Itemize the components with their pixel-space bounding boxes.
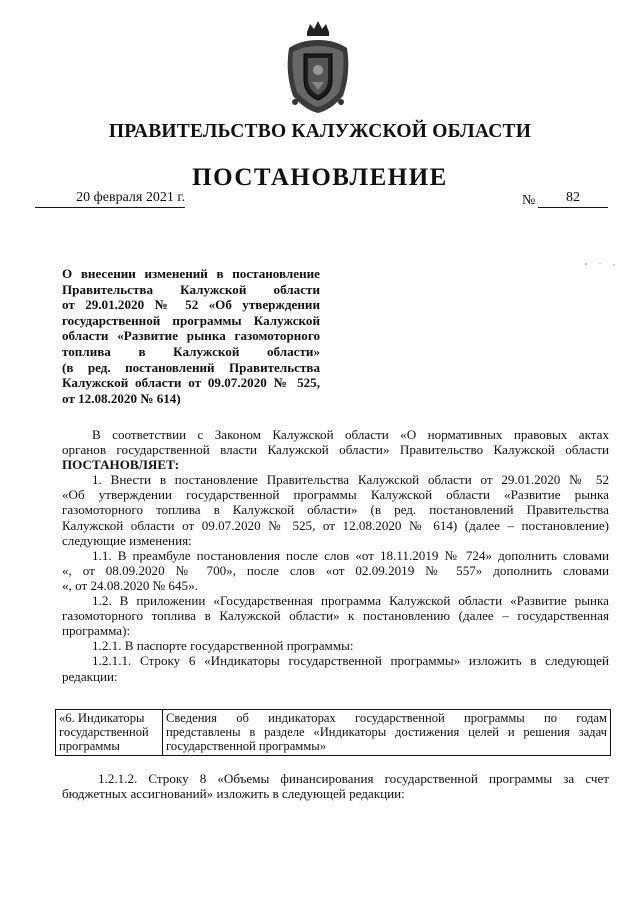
document-subject xyxy=(62,266,320,406)
subject-line: Калужской области от 09.07.2020 № 525, xyxy=(62,375,320,391)
document-date: 20 февраля 2021 г. xyxy=(35,190,185,208)
subject-line: области «Развитие рынка газомоторного xyxy=(62,328,320,344)
cell-line: государственной программы» xyxy=(166,739,326,754)
document-type: ПОСТАНОВЛЕНИЕ xyxy=(192,164,448,191)
subject-line: государственной программы Калужской xyxy=(62,312,320,328)
item-line: 1.1. В преамбуле постановления после слов «от 18.11.2019 № 724» дополнить словами xyxy=(92,547,609,563)
item-line: редакции: xyxy=(62,668,118,684)
government-title: ПРАВИТЕЛЬСТВО КАЛУЖСКОЙ ОБЛАСТИ xyxy=(108,121,532,142)
subject-line: Правительства Калужской области xyxy=(62,281,320,297)
preamble-line: В соответствии с Законом Калужской области «О нормативных правовых актах xyxy=(92,427,609,442)
item-line: «, от 08.09.2020 № 700», после слов «от 02.09.2019 № 557» дополнить словами xyxy=(62,562,609,578)
item-1-1 xyxy=(62,548,609,593)
item-line: бюджетных ассигнований» изложить в следующей редакции: xyxy=(62,786,405,802)
preamble xyxy=(62,427,609,472)
item-1 xyxy=(62,472,609,547)
subject-line: (в ред. постановлений Правительства xyxy=(62,359,320,375)
item-line: 1.2.1.1. Строку 6 «Индикаторы государственной программы» изложить в следующей xyxy=(92,653,609,669)
item-1-2-1 xyxy=(62,638,609,653)
item-1-2-1-1 xyxy=(62,653,609,683)
item-line: «Об утверждении государственной программы Калужской области «Развитие рынка xyxy=(62,487,609,503)
item-line: программа): xyxy=(62,623,131,639)
coat-of-arms-icon xyxy=(283,18,353,116)
item-line: газомоторного топлива в Калужской области» (в ред. постановлений Правительства xyxy=(62,502,609,518)
table-row xyxy=(56,710,611,756)
item-line: следующие изменения: xyxy=(62,532,192,548)
item-line: Калужской области от 09.07.2020 № 525, от 12.08.2020 № 614) (далее – постановление) xyxy=(62,517,609,533)
item-line: «, от 24.08.2020 № 645». xyxy=(62,577,198,593)
item-line: 1. Внести в постановление Правительства Калужской области от 29.01.2020 № 52 xyxy=(92,472,609,488)
subject-line: от 12.08.2020 № 614) xyxy=(62,390,181,406)
cell-line: представлены в разделе «Индикаторы достижения целей и решения задач xyxy=(166,725,607,740)
resolves-word: ПОСТАНОВЛЯЕТ: xyxy=(62,457,180,473)
cell-line: государственной xyxy=(59,725,149,740)
number-sign: № xyxy=(522,193,536,208)
table-cell-content xyxy=(163,710,611,756)
scan-noise-icon xyxy=(582,258,622,270)
document-number: 82 xyxy=(538,190,608,208)
item-line: 1.2.1.2. Строку 8 «Объемы финансирования государственной программы за счет xyxy=(98,771,609,786)
item-1-2-1-2 xyxy=(62,771,609,801)
subject-line: от 29.01.2020 № 52 «Об утверждении xyxy=(62,297,320,313)
cell-line: Сведения об индикаторах государственной программы по годам xyxy=(166,711,607,725)
cell-line: «6. Индикаторы xyxy=(59,711,145,725)
item-1-2 xyxy=(62,593,609,638)
preamble-line: органов государственной власти Калужской области» Правительство Калужской области xyxy=(62,442,609,458)
subject-line: топлива в Калужской области» xyxy=(62,343,320,359)
cell-line: программы xyxy=(59,739,120,754)
item-line: 1.2. В приложении «Государственная программа Калужской области «Развитие рынка xyxy=(92,593,609,609)
item-line: 1.2.1. В паспорте государственной программы: xyxy=(92,638,354,654)
document-body xyxy=(62,427,609,684)
table-cell-label xyxy=(56,710,163,756)
subject-line: О внесении изменений в постановление xyxy=(62,266,320,281)
item-line: газомоторного топлива в Калужской области» к постановлению (далее – государственная xyxy=(62,608,609,624)
indicators-table xyxy=(55,709,611,756)
